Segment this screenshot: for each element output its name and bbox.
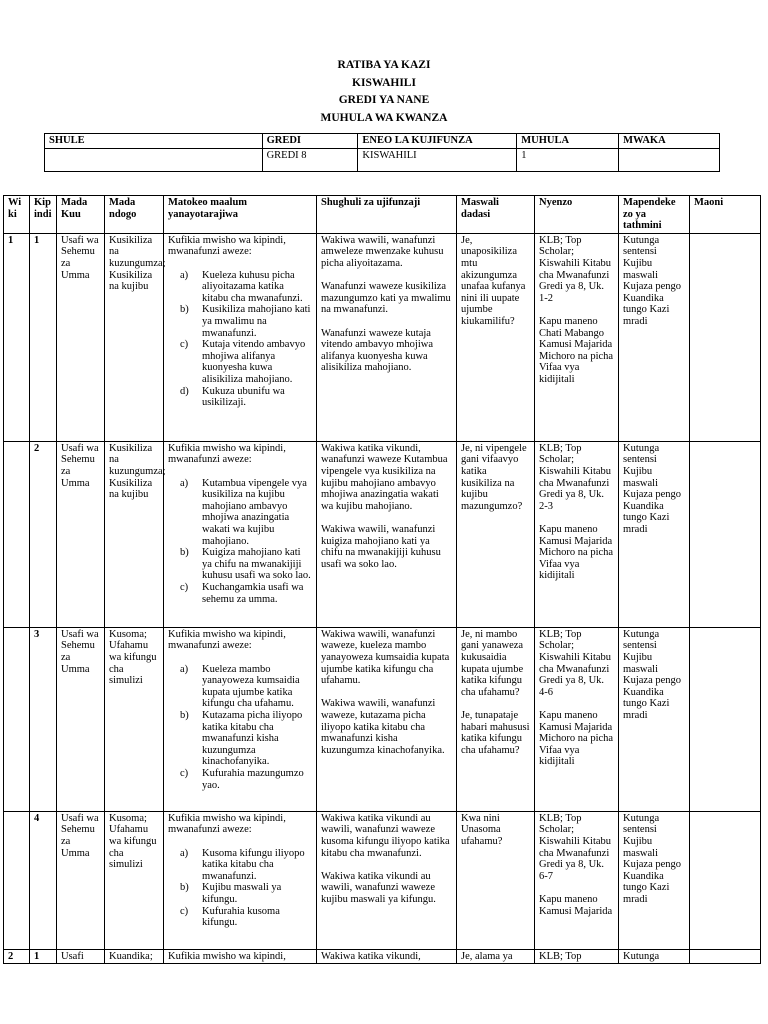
- outcome-list: [168, 270, 312, 409]
- cell-shughuli: [317, 811, 457, 949]
- cell-nyenzo: [535, 949, 619, 964]
- outcome-text: Kusoma kifungu iliyopo katika kitabu cha mwanafunzi.: [202, 847, 305, 882]
- outcome-intro: Kufikia mwisho wa kipindi,: [168, 950, 286, 962]
- cell-maswali: [457, 627, 535, 811]
- cell-maswali-paragraph: Je, tunapataje habari mahususi katika kifungu cha ufahamu?: [461, 709, 530, 756]
- cell-shughuli-paragraph: Wakiwa katika vikundi, wanafunzi waweze Kutambua vipengele vya kusikiliza na kujibu mahojiano ambavyo mhojiwa anazingatia wakati wa kujibu mahojiano.: [321, 442, 448, 512]
- table-row: [4, 811, 761, 949]
- cell-kipindi-text: 2: [34, 442, 40, 454]
- outcome-list: [168, 478, 312, 606]
- cell-maswali-paragraph: Kwa nini Unasoma ufahamu?: [461, 812, 503, 847]
- cell-mada-ndogo-text: Kusikiliza na kuzungumza; Kusikiliza na kujibu: [109, 442, 166, 501]
- outcome-text: Kufurahia mazungumzo yao.: [202, 767, 304, 791]
- cell-mada-ndogo: [105, 441, 164, 627]
- school-info-table: [44, 133, 720, 172]
- cell-mada-kuu-text: Usafi wa Sehemu za Umma: [61, 812, 99, 859]
- cell-maoni: [690, 627, 761, 811]
- header-mada-kuu: Mada Kuu: [57, 196, 105, 234]
- cell-mada-kuu: [57, 233, 105, 441]
- document-headings: [0, 57, 768, 127]
- cell-kipindi: [30, 949, 57, 964]
- outcome-text: Kusikiliza mahojiano kati ya mwalimu na mwanafunzi.: [202, 304, 311, 339]
- cell-mada-kuu-text: Usafi wa Sehemu za Umma: [61, 234, 99, 281]
- header-shule: SHULE: [45, 134, 263, 149]
- outcome-marker: b): [180, 547, 189, 559]
- cell-nyenzo: [535, 811, 619, 949]
- cell-matokeo: [164, 627, 317, 811]
- header-nyenzo: Nyenzo: [535, 196, 619, 234]
- cell-maswali: [457, 441, 535, 627]
- cell-nyenzo: [535, 441, 619, 627]
- list-item: [180, 304, 312, 339]
- cell-shughuli-paragraph: Wakiwa wawili, wanafunzi amweleze mwenzake kuhusu picha aliyoitazama.: [321, 234, 444, 269]
- outcome-intro: Kufikia mwisho wa kipindi, mwanafunzi aweze:: [168, 628, 286, 652]
- cell-matokeo: [164, 811, 317, 949]
- cell-mada-ndogo-text: Kusoma; Ufahamu wa kifungu cha simulizi: [109, 628, 157, 687]
- cell-shughuli-paragraph: Wakiwa katika vikundi,: [321, 950, 421, 962]
- cell-kipindi: [30, 233, 57, 441]
- table-row: [4, 233, 761, 441]
- cell-mada-kuu: [57, 811, 105, 949]
- list-item: [180, 385, 312, 409]
- cell-maswali: [457, 233, 535, 441]
- list-item: [180, 882, 312, 905]
- cell-mada-kuu: [57, 441, 105, 627]
- cell-wiki: [4, 811, 30, 949]
- cell-nyenzo-paragraph: KLB; Top Scholar; Kiswahili Kitabu cha Mwanafunzi Gredi ya 8, Uk. 6-7: [539, 812, 612, 882]
- cell-maswali-paragraph: Je, ni vipengele gani vifaavyo katika kusikiliza na kujibu mazungumzo?: [461, 442, 527, 512]
- cell-shughuli: [317, 627, 457, 811]
- outcome-marker: b): [180, 709, 189, 721]
- cell-mada-ndogo-text: Kusoma; Ufahamu wa kifungu cha simulizi: [109, 812, 157, 871]
- cell-tathmini: [619, 949, 690, 964]
- list-item: [180, 709, 312, 768]
- cell-nyenzo-paragraph: KLB; Top Scholar; Kiswahili Kitabu cha Mwanafunzi Gredi ya 8, Uk. 4-6: [539, 628, 612, 698]
- heading-subject: KISWAHILI: [352, 76, 416, 89]
- header-tathmini: Mapendeke zo ya tathmini: [619, 196, 690, 234]
- cell-wiki: [4, 441, 30, 627]
- cell-tathmini: [619, 811, 690, 949]
- list-item: [180, 847, 312, 883]
- outcome-marker: b): [180, 304, 189, 316]
- header-eneo: ENEO LA KUJIFUNZA: [358, 134, 517, 149]
- cell-wiki: [4, 949, 30, 964]
- cell-tathmini-text: Kutunga: [623, 950, 660, 962]
- cell-shughuli-paragraph: Wakiwa wawili, wanafunzi waweze, kueleza mambo yanayoweza kumsaidia kupata ujumbe katika kifungu cha ufahamu.: [321, 628, 450, 687]
- cell-mada-ndogo: [105, 233, 164, 441]
- cell-mada-ndogo: [105, 811, 164, 949]
- value-muhula: 1: [517, 148, 619, 171]
- header-maswali: Maswali dadasi: [457, 196, 535, 234]
- cell-maoni: [690, 233, 761, 441]
- cell-tathmini-text: Kutunga sentensi Kujibu maswali Kujaza pengo Kuandika tungo Kazi mradi: [623, 812, 682, 905]
- cell-shughuli-paragraph: Wakiwa wawili, wanafunzi kuigiza mahojiano kati ya chifu na mwanakijiji kuhusu usafi wa soko lao.: [321, 523, 441, 570]
- cell-nyenzo-paragraph: KLB; Top: [539, 950, 582, 962]
- cell-nyenzo: [535, 627, 619, 811]
- outcome-text: Kueleza mambo yanayoweza kumsaidia kupata ujumbe katika kifungu cha ufahamu.: [202, 663, 300, 710]
- list-item: [180, 547, 312, 582]
- cell-kipindi-text: 1: [34, 234, 40, 246]
- cell-maswali: [457, 949, 535, 964]
- cell-matokeo: [164, 233, 317, 441]
- cell-kipindi: [30, 627, 57, 811]
- cell-shughuli-paragraph: Wakiwa katika vikundi au wawili, wanafunzi waweze kusoma kifungu iliyopo katika kitabu cha mwanafunzi.: [321, 812, 450, 859]
- outcome-list: [168, 664, 312, 792]
- value-gredi: GREDI 8: [262, 148, 358, 171]
- cell-maoni: [690, 811, 761, 949]
- cell-matokeo: [164, 949, 317, 964]
- list-item: [180, 581, 312, 605]
- cell-nyenzo: [535, 233, 619, 441]
- cell-kipindi-text: 3: [34, 628, 40, 640]
- cell-shughuli-paragraph: Wakiwa wawili, wanafunzi waweze, kutazama picha iliyopo katika kitabu cha mwanafunzi kisha kuzungumza kinachofanyika.: [321, 698, 445, 756]
- cell-maswali-paragraph: Je, alama ya: [461, 950, 513, 962]
- cell-shughuli-paragraph: Wakiwa katika vikundi au wawili, wanafunzi waweze kujibu maswali ya kifungu.: [321, 870, 436, 905]
- cell-shughuli: [317, 233, 457, 441]
- cell-wiki-text: 2: [8, 950, 14, 962]
- outcome-list: [168, 848, 312, 929]
- cell-mada-ndogo-text: Kuandika;: [109, 950, 153, 962]
- cell-mada-ndogo: [105, 627, 164, 811]
- outcome-text: Kuigiza mahojiano kati ya chifu na mwanakijiji kuhusu usafi wa soko lao.: [202, 547, 311, 582]
- cell-nyenzo-paragraph: Kapu maneno Kamusi Majarida Michoro na picha Vifaa vya kidijitali: [539, 523, 614, 582]
- cell-tathmini-text: Kutunga sentensi Kujibu maswali Kujaza pengo Kuandika tungo Kazi mradi: [623, 234, 682, 327]
- outcome-marker: d): [180, 385, 189, 397]
- cell-kipindi: [30, 441, 57, 627]
- header-wiki: Wi ki: [4, 196, 30, 234]
- table-row: [4, 627, 761, 811]
- cell-mada-ndogo-text: Kusikiliza na kuzungumza; Kusikiliza na kujibu: [109, 234, 166, 293]
- heading-term: MUHULA WA KWANZA: [320, 111, 448, 124]
- outcome-text: Kuchangamkia usafi wa sehemu za umma.: [202, 581, 304, 605]
- school-info-value-row: [45, 148, 720, 171]
- cell-kipindi-text: 4: [34, 812, 40, 824]
- cell-tathmini-text: Kutunga sentensi Kujibu maswali Kujaza pengo Kuandika tungo Kazi mradi: [623, 442, 682, 535]
- cell-kipindi-text: 1: [34, 950, 40, 962]
- heading-title: RATIBA YA KAZI: [337, 59, 431, 71]
- header-muhula: MUHULA: [517, 134, 619, 149]
- cell-tathmini: [619, 441, 690, 627]
- outcome-marker: a): [180, 663, 189, 675]
- cell-wiki: [4, 627, 30, 811]
- cell-tathmini: [619, 233, 690, 441]
- outcome-marker: b): [180, 882, 189, 894]
- cell-shughuli: [317, 441, 457, 627]
- cell-mada-kuu-text: Usafi wa Sehemu za Umma: [61, 628, 99, 675]
- value-mwaka: [619, 148, 720, 171]
- header-gredi: GREDI: [262, 134, 358, 149]
- cell-maoni: [690, 441, 761, 627]
- header-kipindi: Kip indi: [30, 196, 57, 234]
- table-row: [4, 441, 761, 627]
- outcome-text: Kutambua vipengele vya kusikiliza na kujibu mahojiano ambavyo mhojiwa anazingatia wakati wa kujibu mahojiano.: [202, 477, 307, 547]
- cell-kipindi: [30, 811, 57, 949]
- cell-nyenzo-paragraph: KLB; Top Scholar; Kiswahili Kitabu cha Mwanafunzi Gredi ya 8, Uk. 2-3: [539, 442, 612, 512]
- outcome-intro: Kufikia mwisho wa kipindi, mwanafunzi aweze:: [168, 442, 286, 466]
- cell-maswali-paragraph: Je, unaposikiliza mtu akizungumza unafaa kufanya nini ili uupate ujumbe kiukamilifu?: [461, 234, 526, 327]
- list-item: [180, 339, 312, 385]
- outcome-marker: a): [180, 269, 189, 281]
- list-item: [180, 269, 312, 305]
- outcome-marker: c): [180, 581, 189, 593]
- outcome-marker: c): [180, 339, 189, 351]
- outcome-text: Kufurahia kusoma kifungu.: [202, 905, 280, 929]
- list-item: [180, 477, 312, 548]
- cell-shughuli-paragraph: Wanafunzi waweze kusikiliza mazungumzo kati ya mwalimu na mwanafunzi.: [321, 281, 451, 316]
- header-mada-ndogo: Mada ndogo: [105, 196, 164, 234]
- cell-mada-kuu: [57, 627, 105, 811]
- cell-shughuli: [317, 949, 457, 964]
- header-mwaka: MWAKA: [619, 134, 720, 149]
- cell-wiki-text: 1: [8, 234, 14, 246]
- header-shughuli: Shughuli za ujifunzaji: [317, 196, 457, 234]
- cell-wiki: [4, 233, 30, 441]
- cell-mada-kuu-text: Usafi: [61, 950, 84, 962]
- cell-mada-kuu: [57, 949, 105, 964]
- cell-maoni: [690, 949, 761, 964]
- cell-tathmini-text: Kutunga sentensi Kujibu maswali Kujaza pengo Kuandika tungo Kazi mradi: [623, 628, 682, 721]
- scheme-body: [4, 233, 761, 964]
- outcome-marker: c): [180, 905, 189, 917]
- cell-nyenzo-paragraph: Kapu maneno Kamusi Majarida Michoro na picha Vifaa vya kidijitali: [539, 709, 614, 768]
- header-matokeo: Matokeo maalum yanayotarajiwa: [164, 196, 317, 234]
- table-row: [4, 949, 761, 964]
- outcome-intro: Kufikia mwisho wa kipindi, mwanafunzi aweze:: [168, 812, 286, 836]
- outcome-text: Kutaja vitendo ambavyo mhojiwa alifanya kuonyesha kuwa alisikiliza mahojiano.: [202, 339, 306, 385]
- outcome-text: Kutazama picha iliyopo katika kitabu cha mwanafunzi kisha kuzungumza kinachofanyika.: [202, 709, 303, 768]
- scheme-of-work-table: [3, 195, 761, 964]
- cell-mada-kuu-text: Usafi wa Sehemu za Umma: [61, 442, 99, 489]
- cell-maswali: [457, 811, 535, 949]
- cell-maswali-paragraph: Je, ni mambo gani yanaweza kukusaidia kupata ujumbe katika kifungu cha ufahamu?: [461, 628, 524, 698]
- cell-nyenzo-paragraph: Kapu maneno Chati Mabango Kamusi Majarida Michoro na picha Vifaa vya kidijitali: [539, 315, 614, 385]
- cell-nyenzo-paragraph: KLB; Top Scholar; Kiswahili Kitabu cha Mwanafunzi Gredi ya 8, Uk. 1-2: [539, 234, 612, 304]
- outcome-intro: Kufikia mwisho wa kipindi, mwanafunzi aweze:: [168, 234, 286, 258]
- cell-shughuli-paragraph: Wanafunzi waweze kutaja vitendo ambavyo mhojiwa alifanya kuonyesha kuwa alisikiliza mahojiano.: [321, 327, 433, 374]
- cell-matokeo: [164, 441, 317, 627]
- list-item: [180, 905, 312, 929]
- list-item: [180, 767, 312, 791]
- outcome-text: Kukuza ubunifu wa usikilizaji.: [202, 385, 285, 409]
- cell-nyenzo-paragraph: Kapu maneno Kamusi Majarida: [539, 893, 613, 917]
- outcome-text: Kueleza kuhusu picha aliyoitazama katika kitabu cha mwanafunzi.: [202, 269, 303, 304]
- school-info-header-row: [45, 134, 720, 149]
- cell-tathmini: [619, 627, 690, 811]
- value-shule: [45, 148, 263, 171]
- outcome-text: Kujibu maswali ya kifungu.: [202, 882, 282, 905]
- list-item: [180, 663, 312, 710]
- header-maoni: Maoni: [690, 196, 761, 234]
- heading-grade: GREDI YA NANE: [338, 94, 430, 106]
- outcome-marker: a): [180, 477, 189, 489]
- outcome-marker: c): [180, 767, 189, 779]
- scheme-header-row: [4, 196, 761, 234]
- value-eneo: KISWAHILI: [358, 148, 517, 171]
- outcome-marker: a): [180, 847, 189, 859]
- cell-mada-ndogo: [105, 949, 164, 964]
